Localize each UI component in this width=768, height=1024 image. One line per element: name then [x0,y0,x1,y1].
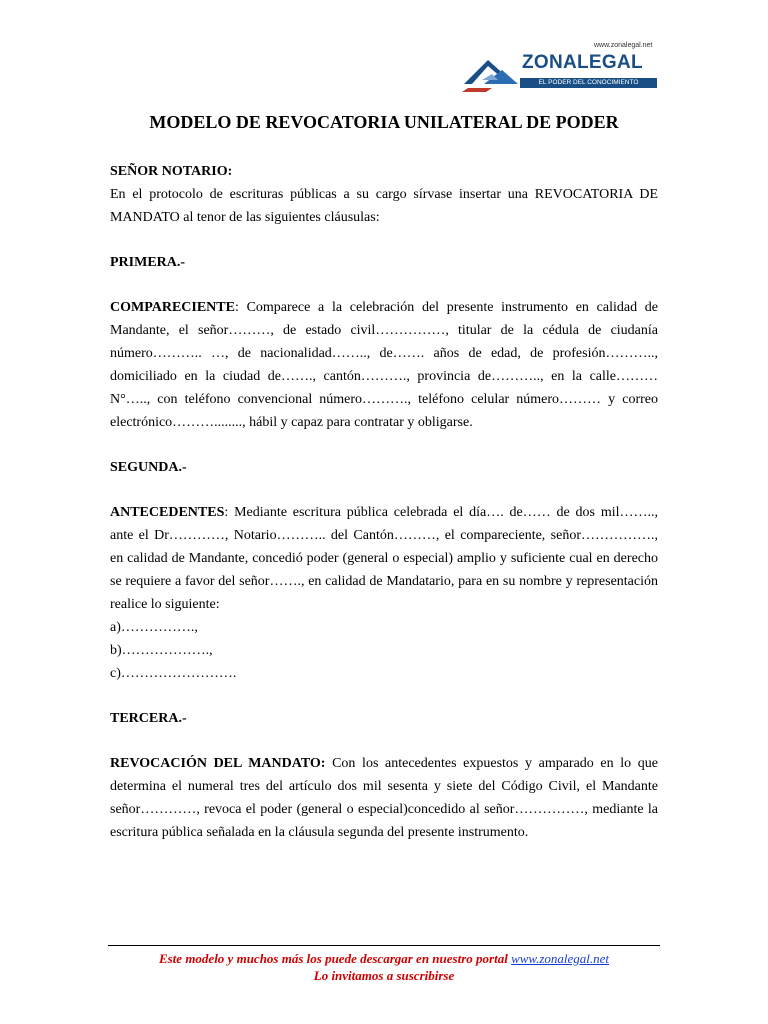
list-item: b)………………., [110,643,213,658]
logo-tagline: EL PODER DEL CONOCIMIENTO [520,78,657,88]
footer [0,950,768,984]
salutation: SEÑOR NOTARIO: [110,164,233,179]
footer-line-2: Lo invitamos a suscribirse [313,968,455,983]
clause-primera-paragraph [110,296,658,434]
intro-paragraph: En el protocolo de escrituras públicas a su cargo sírvase insertar una REVOCATORIA DE MANDATO al tenor de las siguientes cláusulas: [110,187,658,225]
clause-text: : Comparece a la celebración del presente instrumento en calidad de Mandante, el señor………, de estado civil……………, titular de la cédula de ciudanía número……….. …, de nacionalidad…….., de……. años de edad, de profesión……….., domiciliado en la ciudad de……., cantón………., provincia de……….., en la calle……… N°….., con teléfono convencional número………., teléfono celular número……… y correo electrónico………........, hábil y capaz para contratar y obligarse. [110,300,658,430]
clause-heading-primera: PRIMERA.- [110,255,186,270]
footer-text: Este modelo y muchos más los puede descargar en nuestro portal [158,951,512,966]
list-item: a)……………., [110,620,198,635]
logo-name: ZONALEGAL [522,52,643,73]
clause-text: : Mediante escritura pública celebrada el día…. de…… de dos mil…….., ante el Dr…………, Notario……….. del Cantón………, el compareciente, señor……………., en calidad de Mandante, concedió poder (general o especial) amplio y suficiente cual en derecho se requiere a favor del señor……., en calidad de Mandatario, para en su nombre y representación realice lo siguiente: [110,505,658,612]
logo-mountain-icon [462,50,520,92]
clause-label: ANTECEDENTES [110,505,225,520]
document-body [110,160,658,844]
clause-heading-tercera: TERCERA.- [110,711,187,726]
clause-segunda-paragraph [110,501,658,616]
list-item: c)……………………. [110,666,237,681]
footer-link[interactable]: www.zonalegal.net [511,951,610,966]
clause-text: Con los antecedentes expuestos y amparado en lo que determina el numeral tres del artículo dos mil sesenta y siete del Código Civil, el Mandante señor…………, revoca el poder (general o especial)concedido al señor……………, mediante la escritura pública señalada en la cláusula segunda del presente instrumento. [110,756,658,840]
document-title: MODELO DE REVOCATORIA UNILATERAL DE PODER [149,112,619,132]
zonalegal-logo [462,42,657,92]
footer-divider [108,945,660,946]
logo-url: www.zonalegal.net [594,42,653,49]
clause-tercera-paragraph [110,752,658,844]
clause-heading-segunda: SEGUNDA.- [110,460,187,475]
clause-label: COMPARECIENTE [110,300,235,315]
footer-line-1 [0,950,768,967]
clause-label: REVOCACIÓN DEL MANDATO: [110,756,326,771]
